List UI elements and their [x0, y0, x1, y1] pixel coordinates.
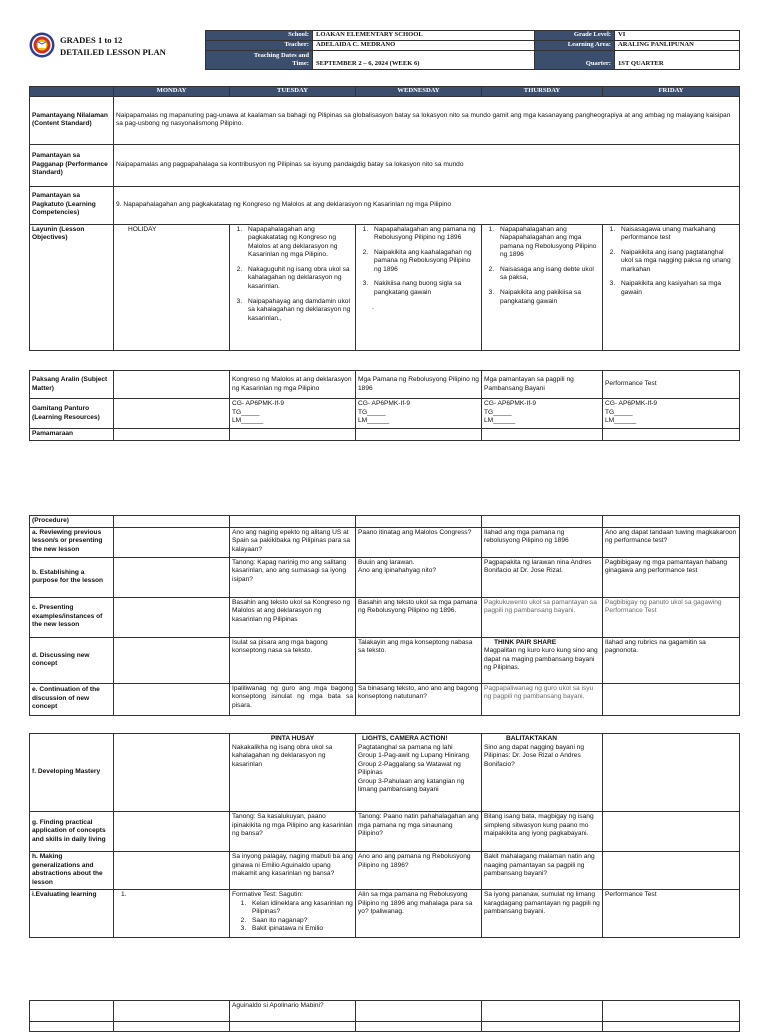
step-c-friday: Pagbibigay ng panuto ukol sa gagawing Performance Test [603, 597, 740, 637]
day-header-thursday: THURSDAY [482, 87, 603, 97]
step-e-wednesday: Sa binasang teksto, ano ano ang bagong konseptong natutunan? [356, 683, 482, 715]
day-header-friday: FRIDAY [603, 87, 740, 97]
objective-item: 3. Naipakikita ang pakikiisa sa pangkatang gawain [496, 289, 600, 306]
subject-matter-label: Paksang Aralin (Subject Matter) [30, 371, 114, 399]
objectives-monday: HOLIDAY [114, 224, 230, 350]
step-i-label: i.Evaluating learning [30, 890, 114, 938]
step-d-label: d. Discussing new concept [30, 637, 114, 683]
procedure-section [29, 515, 739, 716]
performance-standard-label: Pamantayan sa Pagganap (Performance Standard) [30, 144, 114, 186]
step-e-label: e. Continuation of the discussion of new concept [30, 683, 114, 715]
step-i-wednesday: Alin sa mga pamana ng Rebolusyong Pilipino ng 1896 ang mahalaga para sa yo? Ipaliwanag. [356, 890, 482, 938]
formative-item: 1. Kelan idineklara ang kasarinlan ng Pilipinas? [248, 900, 353, 917]
resources-tuesday: CG- AP6PMK-If-9 TG_____ LM______ [230, 399, 356, 429]
subject-monday [114, 371, 230, 399]
objective-dot: . [372, 303, 374, 311]
objective-item: 2. Naisasaga ang isang debte ukol sa paksa, [496, 266, 600, 283]
step-a-friday: Ano ang dapat tandaan tuwing magkakaroon ng performance test? [603, 527, 740, 557]
performance-standard-text: Naipapamalas ang pagpapahalaga sa kontribusyon ng Pilipinas sa isyung pandaigdig batay sa lokasyon nito sa mundo [114, 144, 740, 186]
document-title [60, 35, 166, 58]
area-label: Learning Area: [535, 41, 615, 51]
balitaktakan-title: BALITAKTAKAN [506, 735, 558, 742]
step-d-tuesday: Isulat sa pisara ang mga bagong konseptong nasa sa teksto. [230, 637, 356, 683]
objective-item: 1. Napapahalagahan ang pamana ng Rebolusyong Pilipino ng 1896 [370, 226, 479, 243]
content-standard-label: Pamantayang Nilalaman (Content Standard) [30, 96, 114, 144]
subject-friday: Performance Test [603, 371, 740, 399]
step-e-monday [114, 683, 230, 715]
day-header-wednesday: WEDNESDAY [356, 87, 482, 97]
area-value: ARALING PANLIPUNAN [615, 41, 740, 51]
step-b-label: b. Establishing a purpose for the lesson [30, 557, 114, 597]
objective-item: 1. Napapahalagahan ang Napapahalagahan ang mga pamana ng Rebolusyong Pilipino ng 1896 [496, 226, 600, 260]
dates-label: Teaching Dates and Time: [206, 51, 313, 70]
objectives-thursday [482, 224, 603, 350]
dates-value: SEPTEMBER 2 – 6, 2024 (WEEK 6) [313, 51, 535, 70]
pinta-husay-body: Nakakalikha ng isang obra ukol sa kahalagahan ng deklarasyon ng kasarinlan [232, 743, 333, 768]
step-h-label: h. Making generalizations and abstractions about the lesson [30, 852, 114, 890]
objectives-tuesday [230, 224, 356, 350]
lights-camera-line: Group 3-Pahulaan ang katangian ng limang pambansang bayani [358, 777, 465, 794]
standards-section [29, 86, 739, 351]
standards-table [29, 86, 740, 351]
subject-section [29, 370, 739, 441]
step-h-thursday: Bakit mahalagang malaman natin ang naaging pamantayan sa pagpili ng pambansang bayani? [482, 852, 603, 890]
continuation-section [29, 1000, 739, 1032]
resources-thursday: CG- AP6PMK-If-9 TG_____ LM______ [482, 399, 603, 429]
step-a-wednesday: Paano itinatag ang Malolos Congress? [356, 527, 482, 557]
school-value: LOAKAN ELEMENTARY SCHOOL [313, 31, 535, 41]
think-pair-share-body: Magpalitan ng kuro kuro kung sino ang dapat na maging pambansang bayani ng Pilipinas. [484, 647, 598, 672]
lights-camera-line: Pagtatanghal sa pamana ng lahi [358, 743, 453, 751]
formative-item: 3. Bakit ipinatawa ni Emilio [248, 925, 353, 934]
subject-tuesday: Kongreso ng Malolos at ang deklarasyon ng Kasarinlan ng mga Pilipino [230, 371, 356, 399]
step-d-wednesday: Talakayin ang mga konseptong nabasa sa teksto. [356, 637, 482, 683]
formative-item: 2. Saan ito naganap? [248, 917, 353, 926]
step-i-friday: Performance Test [603, 890, 740, 938]
step-g-wednesday: Tanong: Paano natin pahahalagahan ang mga pamana ng mga sinaunang Pilipino? [356, 812, 482, 852]
step-f-wednesday [356, 734, 482, 812]
objective-item: 2. Nakaguguhit ng isang obra ukol sa kahalagahan ng deklarasyon ng kasarinlan. [244, 266, 353, 292]
subject-thursday: Mga pamantayan sa pagpili ng Pambansang Bayani [482, 371, 603, 399]
step-e-thursday: Pagpapaliwanag ng guro ukol sa isyu ng pagpili ng pambansang bayani. [482, 683, 603, 715]
deped-seal-icon [29, 32, 55, 58]
pinta-husay-title: PINTA HUSAY [270, 735, 315, 742]
competencies-label: Pamantayan sa Pagkatuto (Learning Competencies) [30, 186, 114, 224]
content-standard-text: Naipapamalas ng mapanuring pag-unawa at kaalaman sa bahagi ng Pilipinas sa globalisasyon batay sa lokasyon nito sa mundo gamit ang mga kasanayang pangheograpiya at ang ambag ng malayang kaisipan sa pag-usbong ng nasyonalismong Pilipino. [114, 96, 740, 144]
step-b-friday: Pagbibigaay ng mga pamantayan habang ginagawa ang performance test [603, 557, 740, 597]
step-b-thursday: Pagpapakita ng larawan nina Andres Bonifacio at Dr. Jose Rizal. [482, 557, 603, 597]
mastery-table [29, 733, 740, 938]
header-info-table [205, 30, 740, 70]
objectives-label: Layunin (Lesson Objectives) [30, 224, 114, 350]
title-line2: DETAILED LESSON PLAN [60, 46, 166, 57]
procedure-table [29, 515, 740, 716]
step-f-friday [603, 734, 740, 812]
step-i-thursday: Sa iyong pananaw, sumulat ng limang karagdagang pamantayan ng pagpili ng pambansang bayani. [482, 890, 603, 938]
step-h-wednesday: Ano ano ang pamana ng Rebolusyong Pilipino ng 1896? [356, 852, 482, 890]
step-f-thursday [482, 734, 603, 812]
step-g-monday [114, 812, 230, 852]
think-pair-share-title: THINK PAIR SHARE [494, 638, 557, 646]
step-b-monday [114, 557, 230, 597]
step-i-tuesday [230, 890, 356, 938]
step-h-monday [114, 852, 230, 890]
step-a-thursday: Ilahad ang mga pamana ng rebolusyong Pilipino ng 1896 [482, 527, 603, 557]
step-c-tuesday: Basahin ang teksto ukol sa Kongreso ng Malolos at ang deklarasyon ng kasarinlan ng Pilipinas [230, 597, 356, 637]
mastery-section [29, 733, 739, 938]
step-c-monday [114, 597, 230, 637]
step-g-tuesday: Tanong: Sa kasalukuyan, paano ipinakikita ng mga Pilipino ang kasarinlan ng bansa? [230, 812, 356, 852]
step-d-thursday [482, 637, 603, 683]
objective-item: 3. Naipakikita ang kasiyahan sa mga gawain [617, 280, 737, 297]
lights-camera-line: Group 2-Paggalang sa Watawat ng Pilipinas [358, 760, 461, 777]
competencies-text: 9. Napapahalagahan ang pagkakatatag ng Kongreso ng Malolos at ang deklarasyon ng Kasarinlan ng mga Pilipino [114, 186, 740, 224]
continuation-table [29, 1000, 740, 1032]
title-line1: GRADES 1 to 12 [60, 35, 123, 45]
procedure-label: Pamamaraan [30, 429, 114, 441]
objective-item: 1. Naisasagawa unang markahang performance test [617, 226, 737, 243]
quarter-label: Quarter: [535, 51, 615, 70]
teacher-value: ADELAIDA C. MEDRANO [313, 41, 535, 51]
step-d-monday [114, 637, 230, 683]
grade-value: VI [615, 31, 740, 41]
step-c-label: c. Presenting examples/instances of the new lesson [30, 597, 114, 637]
step-e-tuesday: Ipaliliwanag ng guro ang mga bagong konseptong isinulat ng mga bata sa pisara. [230, 683, 356, 715]
step-e-friday [603, 683, 740, 715]
step-c-thursday: Pagkukuwento ukol sa pamantayan sa pagpili ng pambansang bayani. [482, 597, 603, 637]
resources-friday: CG- AP6PMK-If-9 TG_____ LM______ [603, 399, 740, 429]
corner-cell [30, 87, 114, 97]
continuation-tuesday: Aguinaldo si Apolinario Mabini? [230, 1001, 356, 1022]
step-a-tuesday: Ano ang naging epekto ng alitang US at Spain sa pakikibaka ng Pilipinas para sa kalayaan? [230, 527, 356, 557]
step-f-label: f. Developing Mastery [30, 734, 114, 812]
objective-item: 1. Napapahalagahan ang pagkakatatag ng Kongreso ng Malolos at ang deklarasyon ng Kasarinlan ng mga Pilipino. [244, 226, 353, 260]
objective-item: 2. Naipakikita ang kaahalagahan ng pamana ng Rebolusyong Pilipino ng 1896 [370, 249, 479, 275]
quarter-value: 1ST QUARTER [615, 51, 740, 70]
objective-item: 2. Naipakikita ang isang pagtatanghal ukol sa mga nagging paksa ng unang markahan [617, 249, 737, 275]
step-g-label: g. Finding practical application of concepts and skills in daily living [30, 812, 114, 852]
day-header-tuesday: TUESDAY [230, 87, 356, 97]
balitaktakan-body: Sino ang dapat nagging bayani ng Pilipinas: Dr. Jose Rizal o Andres Bonifacio? [484, 743, 585, 768]
day-header-monday: MONDAY [114, 87, 230, 97]
step-h-tuesday: Sa inyong palagay, naging mabuti ba ang ginawa ni Emilio Aguinaldo upang makamit ang kasarinlan ng bansa? [230, 852, 356, 890]
step-a-monday [114, 527, 230, 557]
objective-item: 3. Nakikiisa nang buong sigla sa pangkatang gawain [370, 280, 479, 297]
objectives-friday [603, 224, 740, 350]
lights-camera-title: LIGHTS, CAMERA ACTION! [362, 735, 448, 742]
step-g-friday [603, 812, 740, 852]
step-c-wednesday: Basahin ang teksto ukol sa mga pamana ng Rebolusyong Pilipino ng 1896. [356, 597, 482, 637]
school-label: School: [206, 31, 313, 41]
procedure-cont-label: (Procedure) [30, 516, 114, 528]
step-a-label: a. Reviewing previous lesson/s or presenting the new lesson [30, 527, 114, 557]
resources-monday [114, 399, 230, 429]
grade-label: Grade Level: [535, 31, 615, 41]
resources-wednesday: CG- AP6PMK-If-9 TG_____ LM______ [356, 399, 482, 429]
resources-label: Gamitang Panturo (Learning Resources) [30, 399, 114, 429]
step-d-friday: Ilahad ang rubrics na gagamitin sa pagnonota. [603, 637, 740, 683]
step-f-monday [114, 734, 230, 812]
lesson-plan-header [29, 30, 739, 72]
step-i-monday: 1. [114, 890, 230, 938]
objectives-wednesday [356, 224, 482, 350]
subject-wednesday: Mga Pamana ng Rebolusyong Pilipino ng 1896 [356, 371, 482, 399]
step-b-tuesday: Tanong: Kapag narinig mo ang salitang kasarinlan, ano ang sumasagi sa iyong isipan? [230, 557, 356, 597]
step-f-tuesday [230, 734, 356, 812]
subject-table [29, 370, 740, 441]
lights-camera-line: Group 1-Pag-awit ng Lupang Hinirang [358, 752, 470, 760]
step-h-friday [603, 852, 740, 890]
step-b-wednesday: Buuin ang larawan. Ano ang ipinahahyag nito? [356, 557, 482, 597]
step-g-thursday: Bilang isang bata, magbigay ng isang simpleng sitwasyon kung paano mo maipakikita ang iyong pagkabayani. [482, 812, 603, 852]
objective-item: 3. Naipapahayag ang damdamin ukol sa kahalagahan ng deklarasyon ng kasarinlan., [244, 298, 353, 324]
teacher-label: Teacher: [206, 41, 313, 51]
formative-test-title: Formative Test: Sagutin: [232, 891, 303, 898]
